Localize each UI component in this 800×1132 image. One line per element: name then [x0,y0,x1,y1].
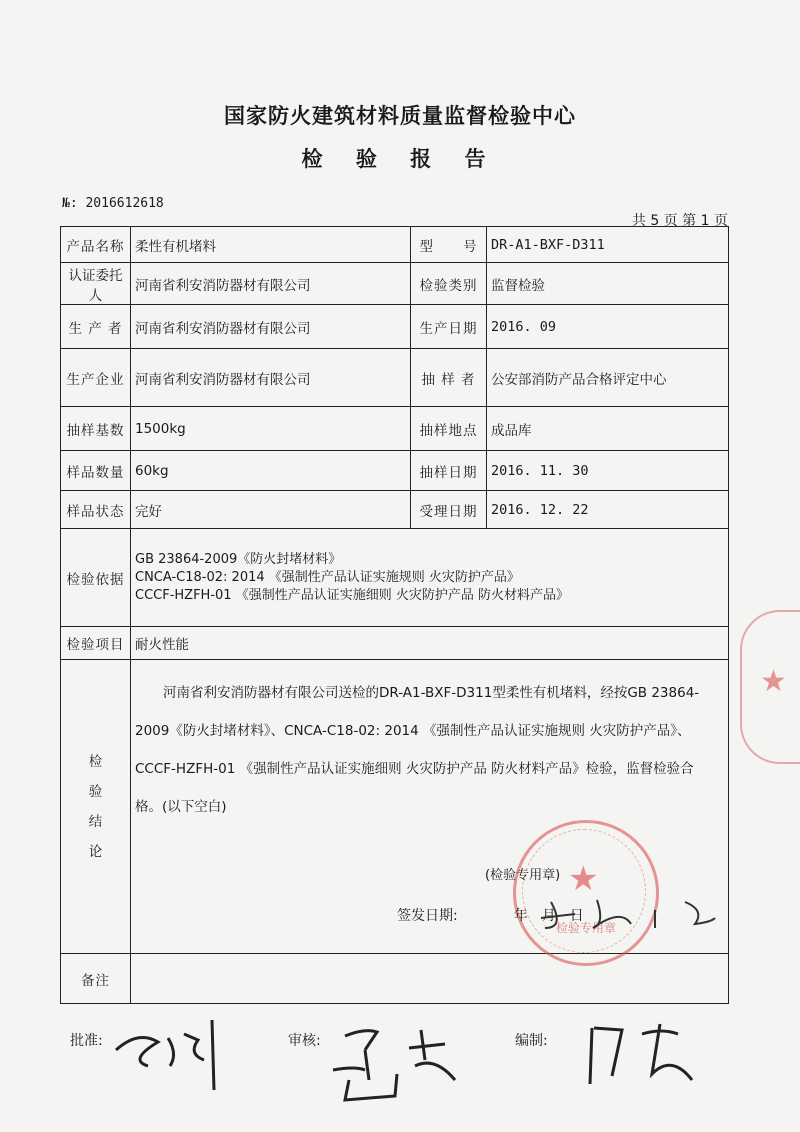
basis-line: CCCF-HZFH-01 《强制性产品认证实施细则 火灾防护产品 防火材料产品》 [135,587,569,603]
review-label: 审核: [288,1033,321,1049]
sample-state-label: 样品状态 [61,491,131,529]
approve-label: 批准: [70,1033,103,1049]
remarks-value [131,954,729,1004]
accept-date-label: 受理日期 [411,491,487,529]
sample-date-label: 抽样日期 [411,451,487,491]
production-date-label: 生产日期 [411,305,487,349]
sample-location-value: 成品库 [487,407,729,451]
sign-date: 签发日期: 年 月 日 [397,908,584,924]
seal-text: 检验专用章 [555,921,616,935]
product-name-value: 柔性有机堵料 [131,227,411,263]
accept-date-value: 2016. 12. 22 [487,491,729,529]
seal-star-icon: ★ [568,859,599,899]
inspection-type-label: 检验类别 [411,263,487,305]
compile-label: 编制: [515,1033,548,1049]
item-value: 耐火性能 [131,627,729,660]
model-value: DR-A1-BXF-D311 [487,227,729,263]
report-issuer-title: 国家防火建筑材料质量监督检验中心 [224,104,576,128]
producer-enterprise-value: 河南省利安消防器材有限公司 [131,349,411,407]
sample-qty-label: 样品数量 [61,451,131,491]
conclusion-label-char: 结 [88,813,103,830]
client-value: 河南省利安消防器材有限公司 [131,263,411,305]
inspection-type-value: 监督检验 [487,263,729,305]
sample-location-label: 抽样地点 [411,407,487,451]
edge-seal [740,610,800,764]
sample-state-value: 完好 [131,491,411,529]
basis-line: GB 23864-2009《防火封堵材料》 [135,551,342,567]
page-info: 共 5 页 第 1 页 [631,213,728,229]
conclusion-label-char: 验 [88,783,103,800]
client-label: 认证委托人 [61,263,131,305]
report-title: 检 验 报 告 [301,147,499,171]
producer-enterprise-label: 生产企业 [61,349,131,407]
document-number: №: 2016612618 [62,196,164,211]
basis-line: CNCA-C18-02: 2014 《强制性产品认证实施规则 火灾防护产品》 [135,569,520,585]
conclusion-cell [131,660,729,954]
sampler-value: 公安部消防产品合格评定中心 [487,349,729,407]
approve-signature [108,1010,228,1100]
conclusion-text: 河南省利安消防器材有限公司送检的DR-A1-BXF-D311型柔性有机堵料，经按GB 23864-2009《防火封堵材料》、CNCA-C18-02: 2014 《强制性产品认证实施规则 火灾防护产品》、CCCF-HZFH-01 《强制性产品认证实施细则 火灾防护产品 防火材料产品》检验，监督检验合格。(以下空白) [135,685,700,815]
remarks-label: 备注 [61,954,131,1004]
conclusion-label [61,660,131,954]
sample-base-value: 1500kg [131,407,411,451]
conclusion-label-char: 检 [88,753,103,770]
compile-signature [582,1014,702,1094]
manufacturer-value: 河南省利安消防器材有限公司 [131,305,411,349]
date-handwriting [535,888,725,932]
model-label: 型 号 [411,227,487,263]
sampler-label: 抽 样 者 [411,349,487,407]
conclusion-label-char: 论 [88,843,103,860]
edge-seal-star-icon: ★ [760,664,787,699]
sample-base-label: 抽样基数 [61,407,131,451]
product-name-label: 产品名称 [61,227,131,263]
item-label: 检验项目 [61,627,131,660]
sample-qty-value: 60kg [131,451,411,491]
basis-value [131,529,729,627]
sample-date-value: 2016. 11. 30 [487,451,729,491]
review-signature [325,1010,475,1110]
production-date-value: 2016. 09 [487,305,729,349]
report-table [60,226,729,1004]
manufacturer-label: 生 产 者 [61,305,131,349]
seal-caption: (检验专用章) [485,868,561,883]
basis-label: 检验依据 [61,529,131,627]
